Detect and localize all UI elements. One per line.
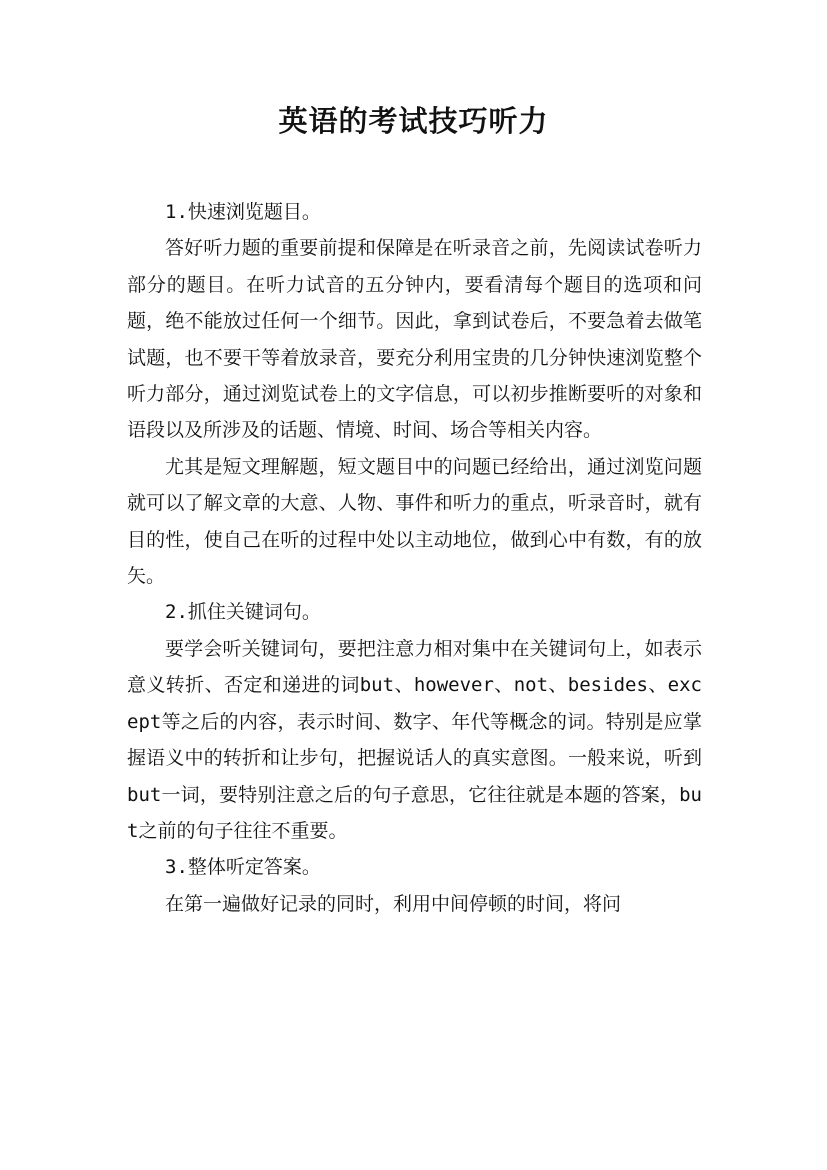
section-heading-3: 3.整体听定答案。	[165, 856, 321, 879]
section-heading-2: 2.抓住关键词句。	[165, 601, 321, 624]
paragraph-3-1: 在第一遍做好记录的同时，利用中间停顿的时间，将问	[165, 892, 622, 915]
section-heading-1: 1.快速浏览题目。	[165, 201, 321, 223]
document-body	[127, 194, 702, 922]
document-title: 英语的考试技巧听力	[278, 104, 549, 138]
paragraph-2-1: 要学会听关键词句，要把注意力相对集中在关键词句上，如表示意义转折、否定和递进的词but、however、not、besides、except等之后的内容，表示时间、数字、年代等概念的词。特别是应掌握语义中的转折和让步句，把握说话人的真实意图。一般来说，听到but一词，要特别注意之后的句子意思，它往往就是本题的答案，but之前的句子往往不重要。	[127, 637, 702, 842]
paragraph-1-2: 尤其是短文理解题，短文题目中的问题已经给出，通过浏览问题就可以了解文章的大意、人物、事件和听力的重点，听录音时，就有目的性，使自己在听的过程中处以主动地位，做到心中有数，有的放矢。	[127, 455, 702, 588]
paragraph-1-1: 答好听力题的重要前提和保障是在听录音之前，先阅读试卷听力部分的题目。在听力试音的五分钟内，要看清每个题目的选项和问题，绝不能放过任何一个细节。因此，拿到试卷后，不要急着去做笔试题，也不要干等着放录音，要充分利用宝贵的几分钟快速浏览整个听力部分，通过浏览试卷上的文字信息，可以初步推断要听的对象和语段以及所涉及的话题、情境、时间、场合等相关内容。	[127, 237, 702, 442]
